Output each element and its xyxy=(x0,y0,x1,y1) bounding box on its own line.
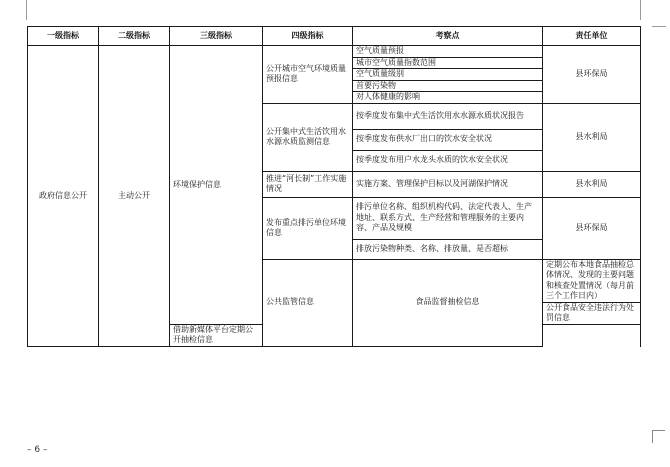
level4-cell: 发布重点排污单位环境信息 xyxy=(263,197,353,259)
point-cell: 公开食品安全违法行为处罚信息 xyxy=(543,302,641,324)
header-level1: 一级指标 xyxy=(28,27,99,46)
point-cell: 实施方案、管理保护目标以及河湖保护情况 xyxy=(353,171,543,197)
point-cell: 排放污染物种类、名称、排放量、是否超标 xyxy=(353,239,543,259)
header-points: 考察点 xyxy=(353,27,543,46)
table-header-row xyxy=(28,27,641,46)
crop-mark-top-right xyxy=(640,0,641,20)
page-dash-right: – xyxy=(40,445,48,455)
corner-mark-bottom-right xyxy=(652,430,665,443)
header-unit: 责任单位 xyxy=(543,27,641,46)
level4-cell: 公开城市空气环境质量预报信息 xyxy=(263,46,353,104)
level3-cell-env: 环境保护信息 xyxy=(170,46,263,325)
unit-cell: 县环保局 xyxy=(543,197,641,259)
unit-cell: 县水利局 xyxy=(543,171,641,197)
point-cell: 按季度发布集中式生活饮用水水源水质状况报告 xyxy=(353,103,543,129)
point-cell: 排污单位名称、组织机构代码、法定代表人、生产地址、联系方式、生产经营和管理服务的主要内容、产品及规模 xyxy=(353,197,543,239)
indicator-table xyxy=(27,26,641,347)
page-dash-left: – xyxy=(27,445,35,455)
level4-cell: 推进“河长制”工作实施情况 xyxy=(263,171,353,197)
page-footer xyxy=(27,445,47,455)
unit-cell: 县环保局 xyxy=(543,46,641,104)
crop-mark-right xyxy=(652,26,666,27)
point-cell: 按季度发布供水厂出口的饮水安全状况 xyxy=(353,129,543,150)
level3-cell-public: 公共监管信息 xyxy=(263,259,353,346)
point-cell: 城市空气质量指数范围 xyxy=(353,57,543,69)
point-cell: 空气质量级别 xyxy=(353,69,543,81)
header-level3: 三级指标 xyxy=(170,27,263,46)
point-cell: 按季度发布用户水龙头水质的饮水安全状况 xyxy=(353,150,543,171)
point-cell: 首要污染物 xyxy=(353,80,543,92)
level2-cell: 主动公开 xyxy=(99,46,170,347)
point-cell: 定期公布本地食品抽检总体情况、发现的主要问题和核查处置情况（每月前三个工作日内） xyxy=(543,259,641,302)
table-row xyxy=(28,46,641,58)
point-cell: 借助新媒体平台定期公开抽检信息 xyxy=(170,324,263,346)
level1-cell: 政府信息公开 xyxy=(28,46,99,347)
point-cell: 空气质量预报 xyxy=(353,46,543,58)
level4-cell: 公开集中式生活饮用水水源水质监测信息 xyxy=(263,103,353,171)
point-cell: 对人体健康的影响 xyxy=(353,92,543,104)
level4-cell: 食品监督抽检信息 xyxy=(353,259,543,346)
unit-cell: 县水利局 xyxy=(543,103,641,171)
header-level2: 二级指标 xyxy=(99,27,170,46)
page-number: 6 xyxy=(34,445,41,455)
crop-mark-top-left xyxy=(26,0,27,20)
header-level4: 四级指标 xyxy=(263,27,353,46)
